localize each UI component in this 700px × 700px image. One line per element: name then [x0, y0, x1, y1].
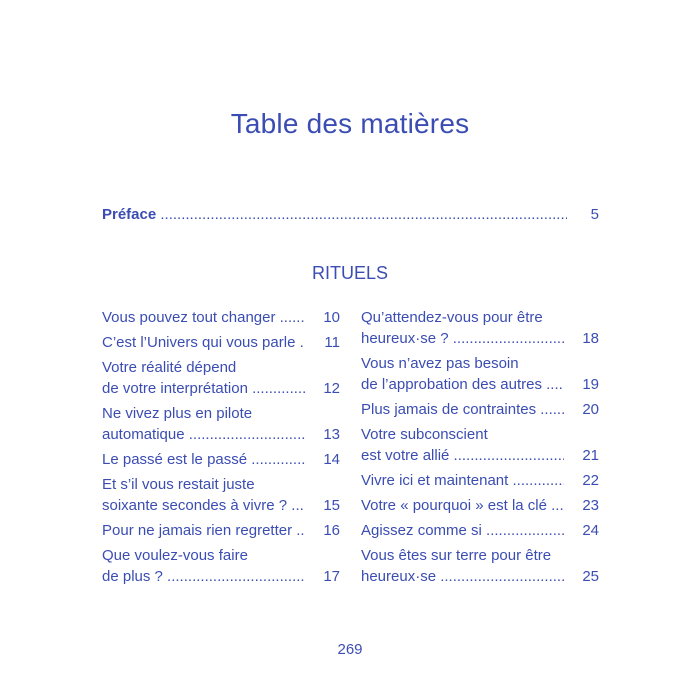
toc-entry[interactable]	[361, 399, 599, 420]
toc-entry[interactable]	[361, 520, 599, 541]
toc-column-left	[102, 307, 340, 591]
section-heading: RITUELS	[311, 263, 389, 283]
toc-entry-title	[102, 449, 305, 470]
toc-entry[interactable]	[361, 470, 599, 491]
toc-entry-page: 25	[582, 568, 599, 585]
toc-entry-page: 15	[323, 497, 340, 514]
toc-entry-title	[102, 332, 305, 353]
page-number: 269	[337, 641, 363, 658]
toc-entry-line: Plus jamais de contraintes .....	[361, 399, 564, 420]
toc-entry-title	[361, 545, 564, 587]
toc-entry-page: 23	[582, 497, 599, 514]
toc-entry[interactable]	[102, 357, 340, 399]
toc-entry-title	[102, 403, 305, 445]
toc-entry-line: Votre subconscient	[361, 426, 488, 443]
toc-entry[interactable]	[102, 520, 340, 541]
toc-entry-page: 13	[323, 426, 340, 443]
toc-entry-line: Vous pouvez tout changer .....	[102, 307, 305, 328]
toc-entry-line: Vivre ici et maintenant .....	[361, 470, 564, 491]
toc-entry-title	[102, 357, 305, 399]
toc-entry-title	[102, 307, 305, 328]
toc-entry-page: 16	[323, 522, 340, 539]
toc-entry-line: Agissez comme si .....	[361, 520, 564, 541]
toc-entry-page: 22	[582, 472, 599, 489]
toc-entry-line: de plus ? .....	[102, 566, 305, 587]
toc-entry-line: Votre réalité dépend	[102, 359, 237, 376]
toc-entry-line: Et s’il vous restait juste	[102, 476, 255, 493]
toc-entry-title	[361, 307, 564, 349]
toc-entry-page: 11	[324, 334, 340, 351]
toc-entry-title	[102, 474, 305, 516]
toc-entry-line: heureux·se .....	[361, 566, 564, 587]
toc-entry-page: 14	[323, 451, 340, 468]
toc-entry-line: C’est l’Univers qui vous parle .....	[102, 332, 305, 353]
toc-entry[interactable]	[102, 307, 340, 328]
toc-entry[interactable]	[102, 403, 340, 445]
toc-entry-title	[102, 520, 305, 541]
toc-entry[interactable]	[361, 495, 599, 516]
toc-column-right	[361, 307, 599, 591]
toc-entry-line: automatique .....	[102, 424, 305, 445]
toc-entry-page: 21	[582, 447, 599, 464]
toc-entry[interactable]	[102, 545, 340, 587]
toc-entry-line: Qu’attendez-vous pour être	[361, 309, 543, 326]
toc-entry-line: Pour ne jamais rien regretter .....	[102, 520, 305, 541]
toc-entry-title	[361, 520, 564, 541]
toc-entry-page: 10	[323, 309, 340, 326]
toc-entry-page: 17	[323, 568, 340, 585]
toc-entry-page: 12	[323, 380, 340, 397]
toc-entry-page: 24	[582, 522, 599, 539]
toc-entry[interactable]	[361, 307, 599, 349]
toc-entry[interactable]	[361, 545, 599, 587]
toc-entry-line: Vous n’avez pas besoin	[361, 355, 519, 372]
toc-entry-line: est votre allié .....	[361, 445, 564, 466]
toc-entry-line: Ne vivez plus en pilote	[102, 405, 253, 422]
toc-entry[interactable]	[102, 449, 340, 470]
toc-entry-line: heureux·se ? .....	[361, 328, 564, 349]
toc-entry[interactable]	[361, 353, 599, 395]
toc-entry-page: 5	[590, 206, 599, 223]
toc-entry-line: Que voulez-vous faire	[102, 547, 248, 564]
toc-entry-page: 20	[582, 401, 599, 418]
toc-entry-line: Vous êtes sur terre pour être	[361, 547, 552, 564]
toc-entry-line: Le passé est le passé .....	[102, 449, 305, 470]
toc-entry-page: 19	[582, 376, 599, 393]
toc-entry[interactable]	[361, 424, 599, 466]
toc-entry-title	[361, 353, 564, 395]
toc-entry-title	[361, 470, 564, 491]
toc-entry-title	[361, 424, 564, 466]
toc-entry-preface[interactable]	[102, 204, 599, 225]
toc-entry-label: Préface .....	[102, 204, 567, 225]
toc-entry-page: 18	[582, 330, 599, 347]
toc-entry-line: de l’approbation des autres .....	[361, 374, 564, 395]
toc-entry-title	[102, 545, 305, 587]
toc-entry-line: soixante secondes à vivre ? .....	[102, 495, 305, 516]
toc-entry-title	[361, 399, 564, 420]
toc-entry-line: Votre « pourquoi » est la clé .....	[361, 495, 564, 516]
toc-entry[interactable]	[102, 332, 340, 353]
page-title: Table des matières	[230, 108, 470, 139]
toc-entry[interactable]	[102, 474, 340, 516]
toc-entry-line: de votre interprétation .....	[102, 378, 305, 399]
toc-entry-title	[361, 495, 564, 516]
